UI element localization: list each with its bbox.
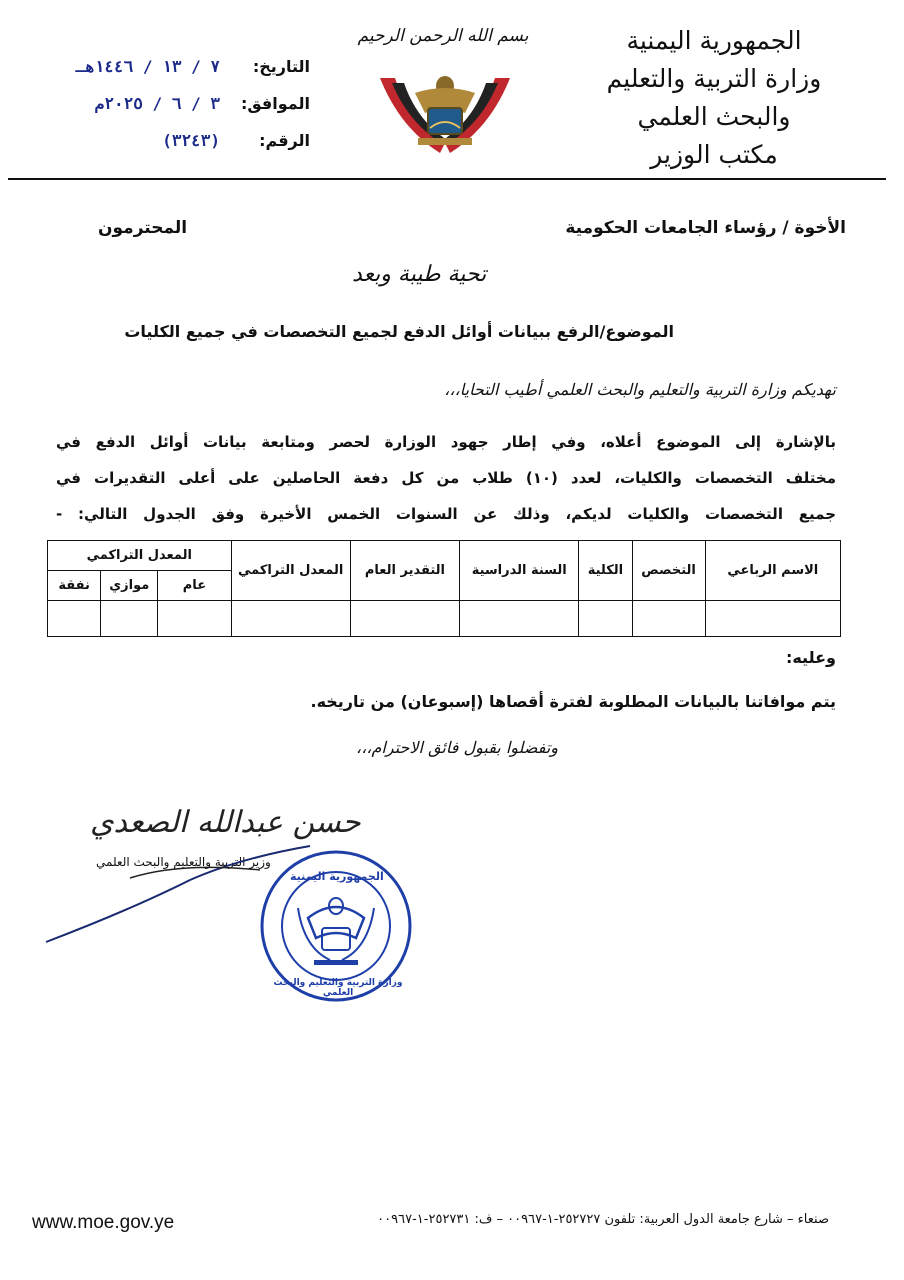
ministry-name: وزارة التربية والتعليم والبحث العلمي <box>606 64 822 131</box>
table-cell <box>231 601 350 637</box>
subcol-parallel: موازي <box>101 571 158 601</box>
header-divider <box>8 178 886 180</box>
body-line: جميع التخصصات والكليات لديكم، وذلك عن السنوات الخمس الأخيرة وفق الجدول التالي: - <box>56 505 836 523</box>
col-academic-year: السنة الدراسية <box>460 541 579 601</box>
stamp-text-ring: وزارة التربية والتعليم والبحث العلمي <box>273 978 403 998</box>
greeting: تحية طيبة وبعد <box>352 262 487 287</box>
table-row <box>48 601 841 637</box>
table-cell <box>350 601 459 637</box>
letterhead-right <box>569 22 859 174</box>
basmala: بسم الله الرحمن الرحيم <box>357 26 529 46</box>
footer-address: صنعاء – شارع جامعة الدول العربية: تلفون ٢٥٢٧٢٧-١-٠٠٩٦٧ – ف: ٢٥٢٧٣١-١-٠٠٩٦٧ <box>377 1212 829 1227</box>
signature-title: وزير التربية والتعليم والبحث العلمي <box>96 855 271 869</box>
closing: وتفضلوا بقبول فائق الاحترام،،، <box>356 738 558 757</box>
col-specialty: التخصص <box>632 541 705 601</box>
col-cumulative-gpa: المعدل التراكمي <box>231 541 350 601</box>
table-cell <box>101 601 158 637</box>
table-cell <box>48 601 101 637</box>
therefore: وعليه: <box>785 648 836 667</box>
letter-meta <box>40 48 310 159</box>
table-cell <box>460 601 579 637</box>
corresponding-label: الموافق: <box>240 94 310 113</box>
signature-name: حسن عبدالله الصعدي <box>90 805 361 840</box>
subject: الموضوع/الرفع ببيانات أوائل الدفع لجميع التخصصات في جميع الكليات <box>124 322 674 341</box>
number-value: (٣٢٤٣) <box>162 131 220 150</box>
table-cell <box>705 601 840 637</box>
salutation: تهديكم وزارة التربية والتعليم والبحث العلمي أطيب التحايا،،، <box>444 380 836 399</box>
footer-website[interactable]: www.moe.gov.ye <box>32 1212 175 1233</box>
request: يتم موافاتنا بالبيانات المطلوبة لفترة أقصاها (إسبوعان) من تاريخه. <box>310 692 836 711</box>
table-cell <box>579 601 632 637</box>
date-value: ٧ / ١٣ / ١٤٤٦هـ <box>75 57 220 76</box>
col-group-gpa: المعدل التراكمي <box>48 541 232 571</box>
body-line: مختلف التخصصات والكليات، لعدد (١٠) طلاب من كل دفعة الحاصلين على أعلى التقديرات في <box>56 469 837 487</box>
corresponding-value: ٣ / ٦ / ٢٠٢٥م <box>94 94 220 113</box>
stamp-text-top: الجمهورية اليمنية <box>290 870 384 883</box>
letter-body <box>56 424 836 532</box>
table-cell <box>158 601 231 637</box>
number-label: الرقم: <box>259 131 310 150</box>
corresponding-row <box>40 85 310 122</box>
respected: المحترمون <box>98 218 188 238</box>
col-college: الكلية <box>579 541 632 601</box>
addressee: الأخوة / رؤساء الجامعات الحكومية <box>565 218 846 238</box>
date-row <box>40 48 310 85</box>
table-cell <box>632 601 705 637</box>
data-table-grid <box>47 540 841 637</box>
date-label: التاريخ: <box>252 57 310 76</box>
office-name: مكتب الوزير <box>650 140 778 169</box>
state-emblem-icon <box>370 58 520 163</box>
subcol-general: عام <box>158 571 231 601</box>
subcol-self-funded: نفقة <box>48 571 101 601</box>
col-full-name: الاسم الرباعي <box>705 541 840 601</box>
number-row <box>40 122 310 159</box>
col-overall-grade: التقدير العام <box>350 541 459 601</box>
body-line: بالإشارة إلى الموضوع أعلاه، وفي إطار جهود الوزارة لحصر ومتابعة بيانات أوائل الدفع في <box>56 433 836 451</box>
data-table <box>47 540 841 637</box>
republic-name: الجمهورية اليمنية <box>626 26 802 55</box>
